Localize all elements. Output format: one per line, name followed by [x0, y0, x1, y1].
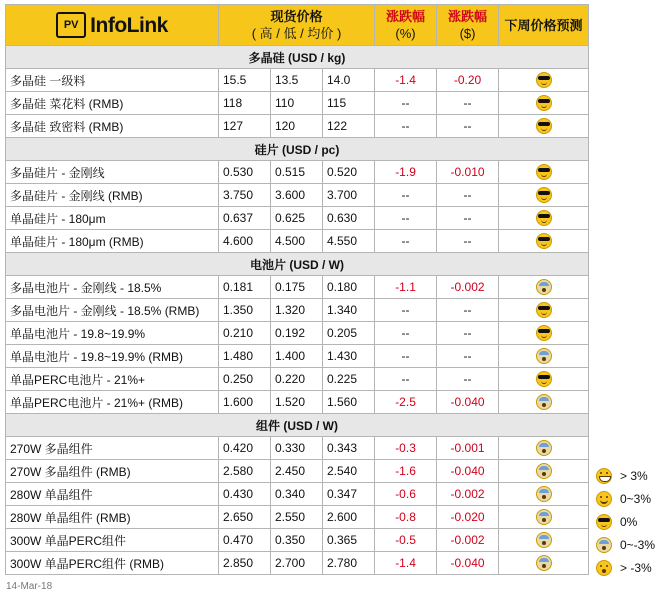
change-pct-header: [375, 5, 437, 46]
scream-face-icon: [536, 394, 552, 410]
scream-face-icon: [536, 279, 552, 295]
forecast-cell: [499, 391, 589, 414]
price-high: 4.600: [219, 230, 271, 253]
product-name: 单晶电池片 - 19.8~19.9%: [6, 322, 219, 345]
product-name: 单晶硅片 - 180μm: [6, 207, 219, 230]
cool-face-icon: [536, 187, 552, 203]
forecast-cell: [499, 322, 589, 345]
change-pct: --: [375, 368, 437, 391]
change-usd: --: [437, 345, 499, 368]
cool-face-icon: [596, 514, 612, 530]
table-row: [6, 368, 589, 391]
cool-face-icon: [536, 164, 552, 180]
forecast-cell: [499, 115, 589, 138]
change-pct: -0.8: [375, 506, 437, 529]
change-pct: --: [375, 115, 437, 138]
pv-logo-icon: PV: [56, 12, 86, 38]
price-high: 15.5: [219, 69, 271, 92]
price-low: 0.350: [271, 529, 323, 552]
table-row: [6, 230, 589, 253]
price-high: 0.530: [219, 161, 271, 184]
change-pct: -0.3: [375, 437, 437, 460]
product-name: 多晶硅 致密料 (RMB): [6, 115, 219, 138]
product-name: 280W 单晶组件 (RMB): [6, 506, 219, 529]
price-avg: 3.700: [323, 184, 375, 207]
price-avg: 122: [323, 115, 375, 138]
change-pct: --: [375, 299, 437, 322]
section-header: [6, 138, 589, 161]
product-name: 280W 单晶组件: [6, 483, 219, 506]
price-low: 2.550: [271, 506, 323, 529]
change-pct: --: [375, 184, 437, 207]
legend-label: > -3%: [620, 561, 652, 575]
shock-face-icon: [596, 560, 612, 576]
product-name: 多晶电池片 - 金刚线 - 18.5% (RMB): [6, 299, 219, 322]
scream-face-icon: [536, 348, 552, 364]
change-pct: -1.4: [375, 552, 437, 575]
price-low: 0.515: [271, 161, 323, 184]
scream-face-icon: [536, 440, 552, 456]
price-avg: 115: [323, 92, 375, 115]
product-name: 多晶硅片 - 金刚线: [6, 161, 219, 184]
change-usd: --: [437, 299, 499, 322]
change-usd-title: 涨跌幅: [448, 9, 488, 24]
price-high: 2.580: [219, 460, 271, 483]
forecast-cell: [499, 460, 589, 483]
price-avg: 2.600: [323, 506, 375, 529]
change-usd: --: [437, 184, 499, 207]
price-low: 110: [271, 92, 323, 115]
section-title: 硅片 (USD / pc): [6, 138, 589, 161]
forecast-cell: [499, 92, 589, 115]
change-usd: --: [437, 207, 499, 230]
price-low: 120: [271, 115, 323, 138]
table-row: [6, 92, 589, 115]
product-name: 单晶硅片 - 180μm (RMB): [6, 230, 219, 253]
price-avg: 1.430: [323, 345, 375, 368]
forecast-cell: [499, 437, 589, 460]
cool-face-icon: [536, 371, 552, 387]
price-avg: 0.343: [323, 437, 375, 460]
price-avg: 2.540: [323, 460, 375, 483]
forecast-cell: [499, 299, 589, 322]
change-usd-header: [437, 5, 499, 46]
price-low: 0.192: [271, 322, 323, 345]
cool-face-icon: [536, 325, 552, 341]
price-avg: 0.365: [323, 529, 375, 552]
product-name: 多晶硅 菜花料 (RMB): [6, 92, 219, 115]
table-row: [6, 529, 589, 552]
change-usd: -0.20: [437, 69, 499, 92]
price-high: 127: [219, 115, 271, 138]
change-usd: -0.002: [437, 276, 499, 299]
table-row: [6, 506, 589, 529]
spot-price-subtitle: ( 高 / 低 / 均价 ): [251, 26, 342, 41]
cool-face-icon: [536, 302, 552, 318]
price-high: 0.430: [219, 483, 271, 506]
scream-face-icon: [536, 509, 552, 525]
change-usd: -0.002: [437, 483, 499, 506]
forecast-cell: [499, 161, 589, 184]
change-pct: -1.4: [375, 69, 437, 92]
product-name: 270W 多晶组件 (RMB): [6, 460, 219, 483]
change-pct-title: 涨跌幅: [386, 9, 426, 24]
legend-label: > 3%: [620, 469, 648, 483]
section-header: [6, 46, 589, 69]
cool-face-icon: [536, 210, 552, 226]
price-avg: 0.180: [323, 276, 375, 299]
price-low: 3.600: [271, 184, 323, 207]
change-pct: --: [375, 230, 437, 253]
brand-name: InfoLink: [90, 13, 168, 37]
scream-face-icon: [596, 537, 612, 553]
price-low: 2.450: [271, 460, 323, 483]
forecast-cell: [499, 529, 589, 552]
change-pct: -1.6: [375, 460, 437, 483]
table-row: [6, 460, 589, 483]
spot-price-title: 现货价格: [270, 9, 323, 24]
forecast-cell: [499, 368, 589, 391]
change-usd: -0.001: [437, 437, 499, 460]
price-avg: 0.520: [323, 161, 375, 184]
price-avg: 4.550: [323, 230, 375, 253]
price-high: 1.480: [219, 345, 271, 368]
cool-face-icon: [536, 118, 552, 134]
change-pct: --: [375, 92, 437, 115]
price-avg: 1.340: [323, 299, 375, 322]
forecast-cell: [499, 230, 589, 253]
price-high: 0.470: [219, 529, 271, 552]
brand-cell: [6, 5, 219, 46]
happy-face-icon: [596, 491, 612, 507]
product-name: 单晶PERC电池片 - 21%+ (RMB): [6, 391, 219, 414]
product-name: 270W 多晶组件: [6, 437, 219, 460]
table-row: [6, 391, 589, 414]
change-pct: --: [375, 207, 437, 230]
price-avg: 0.630: [323, 207, 375, 230]
grin-face-icon: [596, 468, 612, 484]
price-high: 2.650: [219, 506, 271, 529]
price-avg: 1.560: [323, 391, 375, 414]
change-usd: -0.040: [437, 391, 499, 414]
change-usd: --: [437, 322, 499, 345]
table-row: [6, 69, 589, 92]
change-pct: -0.5: [375, 529, 437, 552]
section-header: [6, 253, 589, 276]
section-title: 多晶硅 (USD / kg): [6, 46, 589, 69]
forecast-cell: [499, 552, 589, 575]
table-row: [6, 345, 589, 368]
table-row: [6, 184, 589, 207]
change-pct: -1.9: [375, 161, 437, 184]
change-pct: --: [375, 322, 437, 345]
product-name: 单晶PERC电池片 - 21%+: [6, 368, 219, 391]
change-usd: -0.040: [437, 552, 499, 575]
product-name: 多晶硅片 - 金刚线 (RMB): [6, 184, 219, 207]
price-high: 2.850: [219, 552, 271, 575]
table-row: [6, 552, 589, 575]
price-low: 1.520: [271, 391, 323, 414]
change-usd-unit: ($): [459, 26, 476, 41]
change-pct: -0.6: [375, 483, 437, 506]
section-header: [6, 414, 589, 437]
section-title: 组件 (USD / W): [6, 414, 589, 437]
scream-face-icon: [536, 532, 552, 548]
price-high: 0.210: [219, 322, 271, 345]
table-row: [6, 483, 589, 506]
change-usd: -0.002: [437, 529, 499, 552]
price-high: 0.420: [219, 437, 271, 460]
legend-item: [596, 511, 666, 533]
product-name: 多晶硅 一级料: [6, 69, 219, 92]
price-avg: 0.225: [323, 368, 375, 391]
price-low: 1.400: [271, 345, 323, 368]
table-row: [6, 322, 589, 345]
price-low: 0.175: [271, 276, 323, 299]
change-usd: --: [437, 92, 499, 115]
change-pct: -1.1: [375, 276, 437, 299]
price-high: 0.637: [219, 207, 271, 230]
price-low: 0.340: [271, 483, 323, 506]
legend-label: 0~-3%: [620, 538, 656, 552]
cool-face-icon: [536, 233, 552, 249]
forecast-cell: [499, 506, 589, 529]
forecast-cell: [499, 483, 589, 506]
price-low: 0.330: [271, 437, 323, 460]
scream-face-icon: [536, 555, 552, 571]
scream-face-icon: [536, 463, 552, 479]
price-high: 0.181: [219, 276, 271, 299]
report-date: 14-Mar-18: [6, 581, 53, 592]
table-row: [6, 161, 589, 184]
table-row: [6, 437, 589, 460]
legend-label: 0%: [620, 515, 638, 529]
price-low: 0.625: [271, 207, 323, 230]
price-avg: 0.347: [323, 483, 375, 506]
product-name: 单晶电池片 - 19.8~19.9% (RMB): [6, 345, 219, 368]
change-usd: -0.020: [437, 506, 499, 529]
change-pct: -2.5: [375, 391, 437, 414]
cool-face-icon: [536, 72, 552, 88]
forecast-cell: [499, 276, 589, 299]
price-low: 4.500: [271, 230, 323, 253]
price-low: 13.5: [271, 69, 323, 92]
change-usd: -0.040: [437, 460, 499, 483]
forecast-header: 下周价格预测: [499, 5, 589, 46]
table-row: [6, 115, 589, 138]
forecast-cell: [499, 345, 589, 368]
legend-item: [596, 557, 666, 579]
forecast-cell: [499, 184, 589, 207]
legend-item: [596, 488, 666, 510]
table-row: [6, 299, 589, 322]
change-pct-unit: (%): [395, 26, 416, 41]
change-usd: --: [437, 230, 499, 253]
price-high: 118: [219, 92, 271, 115]
change-usd: -0.010: [437, 161, 499, 184]
price-avg: 0.205: [323, 322, 375, 345]
forecast-cell: [499, 207, 589, 230]
price-table: [5, 4, 589, 575]
price-low: 1.320: [271, 299, 323, 322]
price-avg: 2.780: [323, 552, 375, 575]
change-pct: --: [375, 345, 437, 368]
table-row: [6, 207, 589, 230]
price-avg: 14.0: [323, 69, 375, 92]
legend-item: [596, 534, 666, 556]
table-row: [6, 276, 589, 299]
product-name: 多晶电池片 - 金刚线 - 18.5%: [6, 276, 219, 299]
legend-label: 0~3%: [620, 492, 652, 506]
price-high: 0.250: [219, 368, 271, 391]
section-title: 电池片 (USD / W): [6, 253, 589, 276]
product-name: 300W 单晶PERC组件 (RMB): [6, 552, 219, 575]
spot-price-header: [219, 5, 375, 46]
price-high: 1.350: [219, 299, 271, 322]
price-low: 0.220: [271, 368, 323, 391]
product-name: 300W 单晶PERC组件: [6, 529, 219, 552]
header-row: [6, 5, 589, 46]
change-usd: --: [437, 115, 499, 138]
forecast-cell: [499, 69, 589, 92]
legend-item: [596, 465, 666, 487]
price-high: 1.600: [219, 391, 271, 414]
change-usd: --: [437, 368, 499, 391]
cool-face-icon: [536, 95, 552, 111]
price-high: 3.750: [219, 184, 271, 207]
scream-face-icon: [536, 486, 552, 502]
price-low: 2.700: [271, 552, 323, 575]
